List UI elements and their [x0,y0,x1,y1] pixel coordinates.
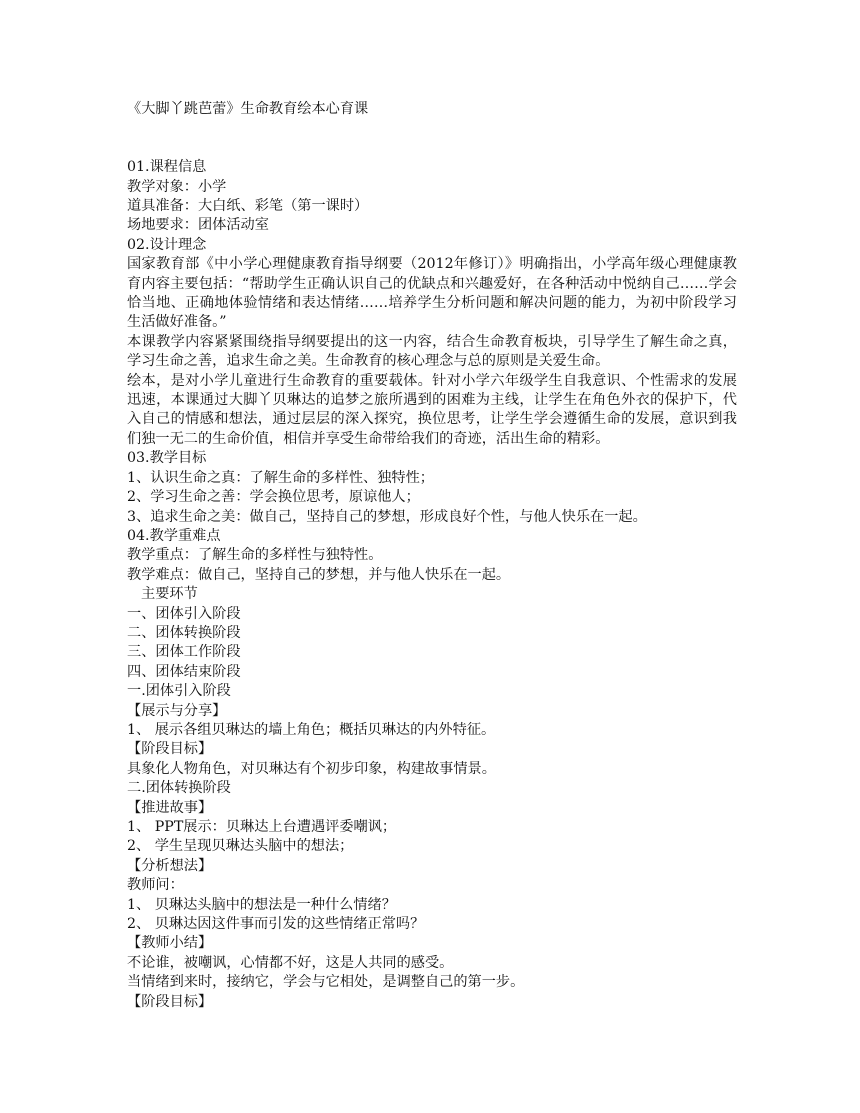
main-sections-heading: 主要环节 [141,586,198,603]
stage1-goal-text: 具象化人物角色，对贝琳达有个初步印象，构建故事情景。 [127,760,496,777]
section-heading-key-points: 04.教学重难点 [127,527,221,544]
teaching-goal-item: 1、认识生命之真：了解生命的多样性、独特性； [127,469,434,486]
stage2-summary-text: 当情绪到来时，接纳它，学会与它相处，是调整自己的第一步。 [127,974,525,991]
blank-line [127,119,737,138]
main-section-item: 四、团体结束阶段 [127,663,241,680]
teaching-goal-item: 3、追求生命之美：做自己，坚持自己的梦想，形成良好个性，与他人快乐在一起。 [127,508,647,525]
section-heading-course-info: 01.课程信息 [127,159,207,176]
teaching-goal-item: 2、学习生命之善：学会换位思考，原谅他人； [127,489,420,506]
key-point-item: 教学难点：做自己，坚持自己的梦想，并与他人快乐在一起。 [127,566,511,583]
stage2-question: 1、 贝琳达头脑中的想法是一种什么情绪？ [127,896,396,913]
blank-line [127,139,737,158]
stage2-question: 2、 贝琳达因这件事而引发的这些情绪正常吗？ [127,916,425,933]
section-heading-teaching-goals: 03.教学目标 [127,450,207,467]
document-page [127,100,737,1012]
key-point-item: 教学重点：了解生命的多样性与独特性。 [127,547,383,564]
stage1-tag-show-share: 【展示与分享】 [127,702,227,719]
stage1-item: 1、 展示各组贝琳达的墙上角色；概括贝琳达的内外特征。 [127,721,496,738]
main-section-item: 三、团体工作阶段 [127,644,241,661]
stage2-tag-story: 【推进故事】 [127,799,213,816]
stage2-teacher-asks: 教师问： [127,877,184,894]
stage1-tag-goal: 【阶段目标】 [127,741,213,758]
course-info-line: 道具准备：大白纸、彩笔（第一课时） [127,198,369,214]
stage2-tag-goal: 【阶段目标】 [127,993,213,1010]
main-section-item: 二、团体转换阶段 [127,624,241,641]
course-info-line: 教学对象：小学 [127,178,227,195]
stage2-item: 2、 学生呈现贝琳达头脑中的想法； [127,838,354,855]
stage2-tag-analysis: 【分析想法】 [127,857,213,874]
design-concept-paragraph: 绘本，是对小学儿童进行生命教育的重要载体。针对小学六年级学生自我意识、个性需求的发展迅速，本课通过大脚丫贝琳达的追梦之旅所遇到的困难为主线，让学生在角色外衣的保护下，代入自己的情感和想法，通过层层的深入探究，换位思考，让学生学会遵循生命的发展，意识到我们独一无二的生命价值，相信并享受生命带给我们的奇迹，活出生命的精彩。 [127,372,737,447]
main-section-item: 一、团体引入阶段 [127,605,241,622]
stage2-heading: 二.团体转换阶段 [127,780,231,797]
stage1-heading: 一.团体引入阶段 [127,683,231,700]
stage2-summary-text: 不论谁，被嘲讽，心情都不好，这是人共同的感受。 [127,954,454,971]
document-title: 《大脚丫跳芭蕾》生命教育绘本心育课 [127,101,369,117]
course-info-line: 场地要求：团体活动室 [127,217,269,234]
design-concept-paragraph: 国家教育部《中小学心理健康教育指导纲要（2012年修订）》明确指出，小学高年级心理健康教育内容主要包括：“帮助学生正确认识自己的优缺点和兴趣爱好，在各种活动中悦纳自己……学会恰当地、正确地体验情绪和表达情绪……培养学生分析问题和解决问题的能力，为初中阶段学习生活做好准备。” [127,256,737,331]
section-heading-design-concept: 02.设计理念 [127,236,207,253]
design-concept-paragraph: 本课教学内容紧紧围绕指导纲要提出的这一内容，结合生命教育板块，引导学生了解生命之真，学习生命之善，追求生命之美。生命教育的核心理念与总的原则是关爱生命。 [127,333,737,370]
stage2-tag-summary: 【教师小结】 [127,935,213,952]
stage2-item: 1、 PPT展示：贝琳达上台遭遇评委嘲讽； [127,819,397,835]
